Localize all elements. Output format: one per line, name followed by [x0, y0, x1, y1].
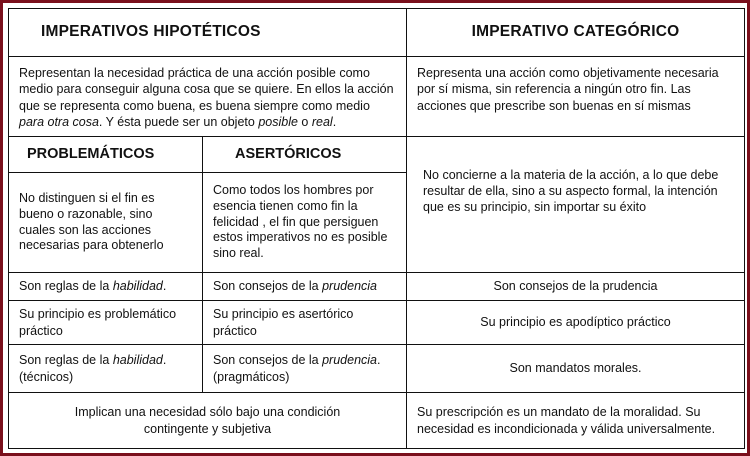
def-italic-1: para otra cosa	[19, 114, 99, 129]
subheader-row	[9, 137, 745, 173]
tipo-aser-italic: prudencia	[322, 353, 378, 368]
cell-hipoteticos-necesidad: Implican una necesidad sólo bajo una condición contingente y subjetiva	[9, 393, 407, 449]
def-italic-3: real	[311, 114, 333, 129]
definition-categorico: Representa una acción como objetivamente necesaria por sí misma, sin referencia a ningún otro fin. Las acciones que prescribe son buenas en sí mismas	[407, 57, 745, 137]
subheader-asertoricos: ASERTÓRICOS	[203, 137, 407, 173]
header-categorico: IMPERATIVO CATEGÓRICO	[407, 9, 745, 57]
cell-problematicos-principio: Su principio es problemático práctico	[9, 301, 203, 345]
reglas-aser-text: Son consejos de la	[213, 279, 323, 294]
principio-row	[9, 301, 745, 345]
cell-asertoricos-principio: Su principio es asertórico práctico	[203, 301, 407, 345]
def-text-3: o	[297, 114, 312, 129]
tipo-prob-end: . (técnicos)	[19, 353, 167, 384]
cell-asertoricos-reglas	[203, 273, 407, 301]
tipo-aser-text: Son consejos de la	[213, 353, 323, 368]
subheader-problematicos: PROBLEMÁTICOS	[9, 137, 203, 173]
cell-asertoricos-tipo	[203, 345, 407, 393]
comparison-table	[8, 8, 745, 449]
tipo-aser-end: . (pragmáticos)	[213, 353, 381, 384]
cell-categorico-principio: Su principio es apodíptico práctico	[407, 301, 745, 345]
tipo-prob-text: Son reglas de la	[19, 353, 113, 368]
tipo-prob-italic: habilidad	[112, 353, 163, 368]
cell-categorico-tipo: Son mandatos morales.	[407, 345, 745, 393]
cell-asertoricos-fin: Como todos los hombres por esencia tienen como fin la felicidad , el fin que persiguen estos imperativos no es posible sino real.	[203, 173, 407, 273]
definition-hipoteticos	[9, 57, 407, 137]
def-text-2: . Y ésta puede ser un objeto	[98, 114, 259, 129]
cell-problematicos-fin: No distinguen si el fin es bueno o razonable, sino cuales son las acciones necesarias para obtenerlo	[9, 173, 203, 273]
reglas-prob-text: Son reglas de la	[19, 279, 113, 294]
tipo-row	[9, 345, 745, 393]
definition-row	[9, 57, 745, 137]
reglas-row	[9, 273, 745, 301]
reglas-prob-italic: habilidad	[112, 279, 163, 294]
header-row	[9, 9, 745, 57]
cell-categorico-necesidad: Su prescripción es un mandato de la moralidad. Su necesidad es incondicionada y válida universalmente.	[407, 393, 745, 449]
cell-categorico-reglas: Son consejos de la prudencia	[407, 273, 745, 301]
def-text-1: Representan la necesidad práctica de una acción posible como medio para conseguir alguna cosa que se quiere. En ellos la acción que se representa como buena, es buena siempre como medio	[19, 66, 394, 113]
cell-problematicos-reglas	[9, 273, 203, 301]
reglas-prob-end: .	[162, 279, 167, 294]
necesidad-row	[9, 393, 745, 449]
def-italic-2: posible	[258, 114, 298, 129]
def-text-4: .	[332, 114, 337, 129]
cell-categorico-fin: No concierne a la materia de la acción, a lo que debe resultar de ella, sino a su aspecto formal, la intención que es su principio, sin importar su éxito	[407, 137, 745, 273]
cell-problematicos-tipo	[9, 345, 203, 393]
reglas-aser-italic: prudencia	[322, 279, 378, 294]
header-hipoteticos: IMPERATIVOS HIPOTÉTICOS	[9, 9, 407, 57]
